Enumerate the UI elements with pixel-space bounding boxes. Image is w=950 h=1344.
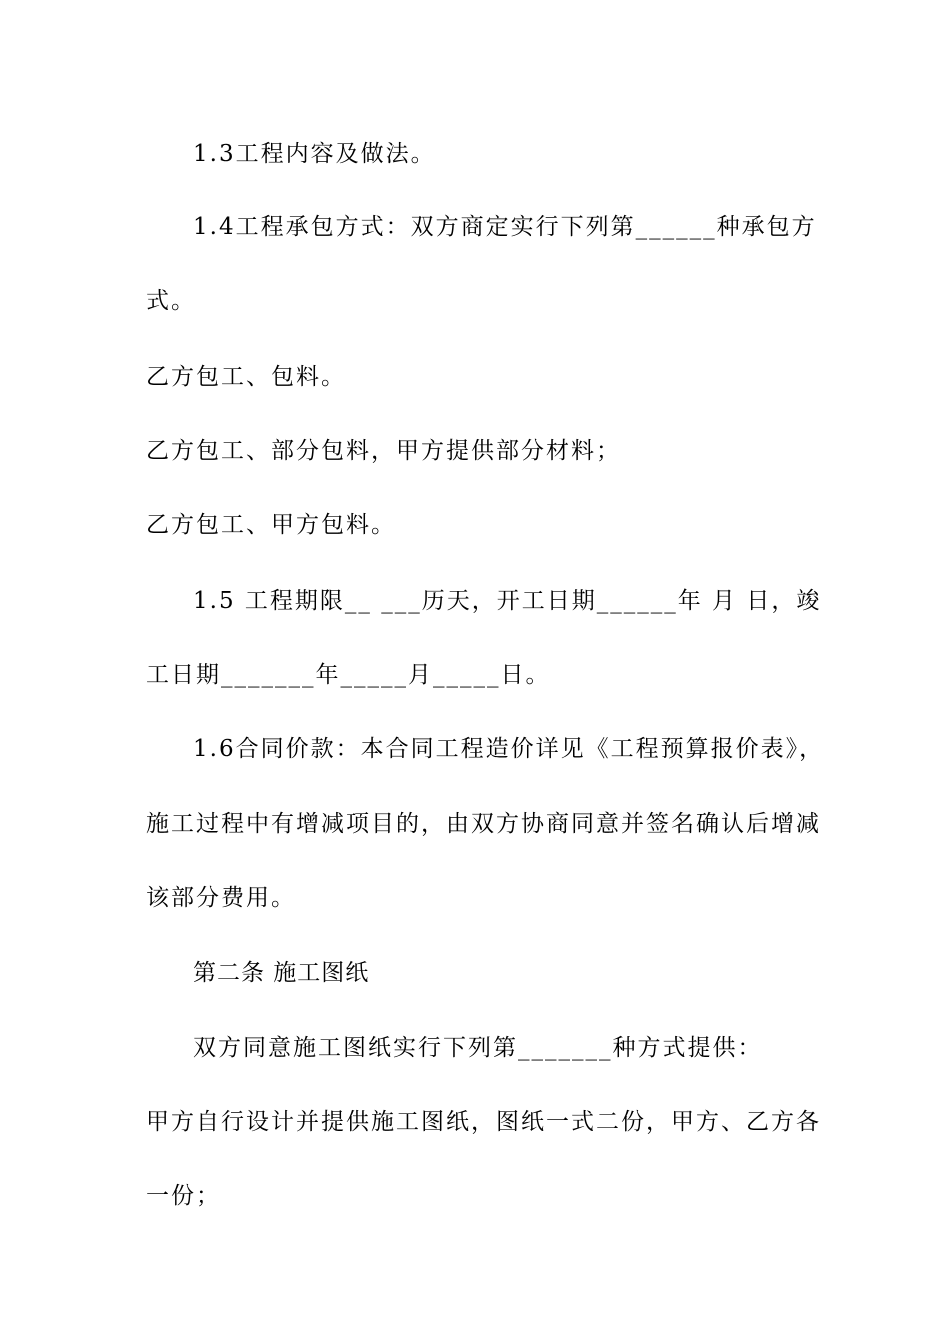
drawing-option-owner-designs: 甲方自行设计并提供施工图纸，图纸一式二份，甲方、乙方各	[146, 1109, 821, 1135]
clause-1-4: 1.4工程承包方式：双方商定实行下列第______种承包方	[193, 214, 817, 240]
option-contractor-labor-materials: 乙方包工、包料。	[146, 364, 346, 390]
option-owner-materials: 乙方包工、甲方包料。	[146, 512, 396, 538]
clause-1-5-continued: 工日期_______年_____月_____日。	[146, 662, 551, 688]
article-2-intro: 双方同意施工图纸实行下列第_______种方式提供：	[193, 1035, 763, 1061]
clause-1-4-continued: 式。	[146, 288, 196, 314]
clause-1-5: 1.5 工程期限__ ___历天，开工日期______年 月 日，竣	[193, 588, 822, 614]
article-2-heading: 第二条 施工图纸	[193, 960, 370, 986]
clause-1-6-end: 该部分费用。	[146, 885, 296, 911]
clause-1-6-continued: 施工过程中有增减项目的，由双方协商同意并签名确认后增减	[146, 811, 821, 837]
clause-1-6: 1.6合同价款：本合同工程造价详见《工程预算报价表》，	[193, 736, 825, 762]
drawing-option-continued: 一份；	[146, 1183, 221, 1209]
clause-1-3: 1.3工程内容及做法。	[193, 141, 436, 167]
option-partial-materials: 乙方包工、部分包料，甲方提供部分材料；	[146, 438, 621, 464]
